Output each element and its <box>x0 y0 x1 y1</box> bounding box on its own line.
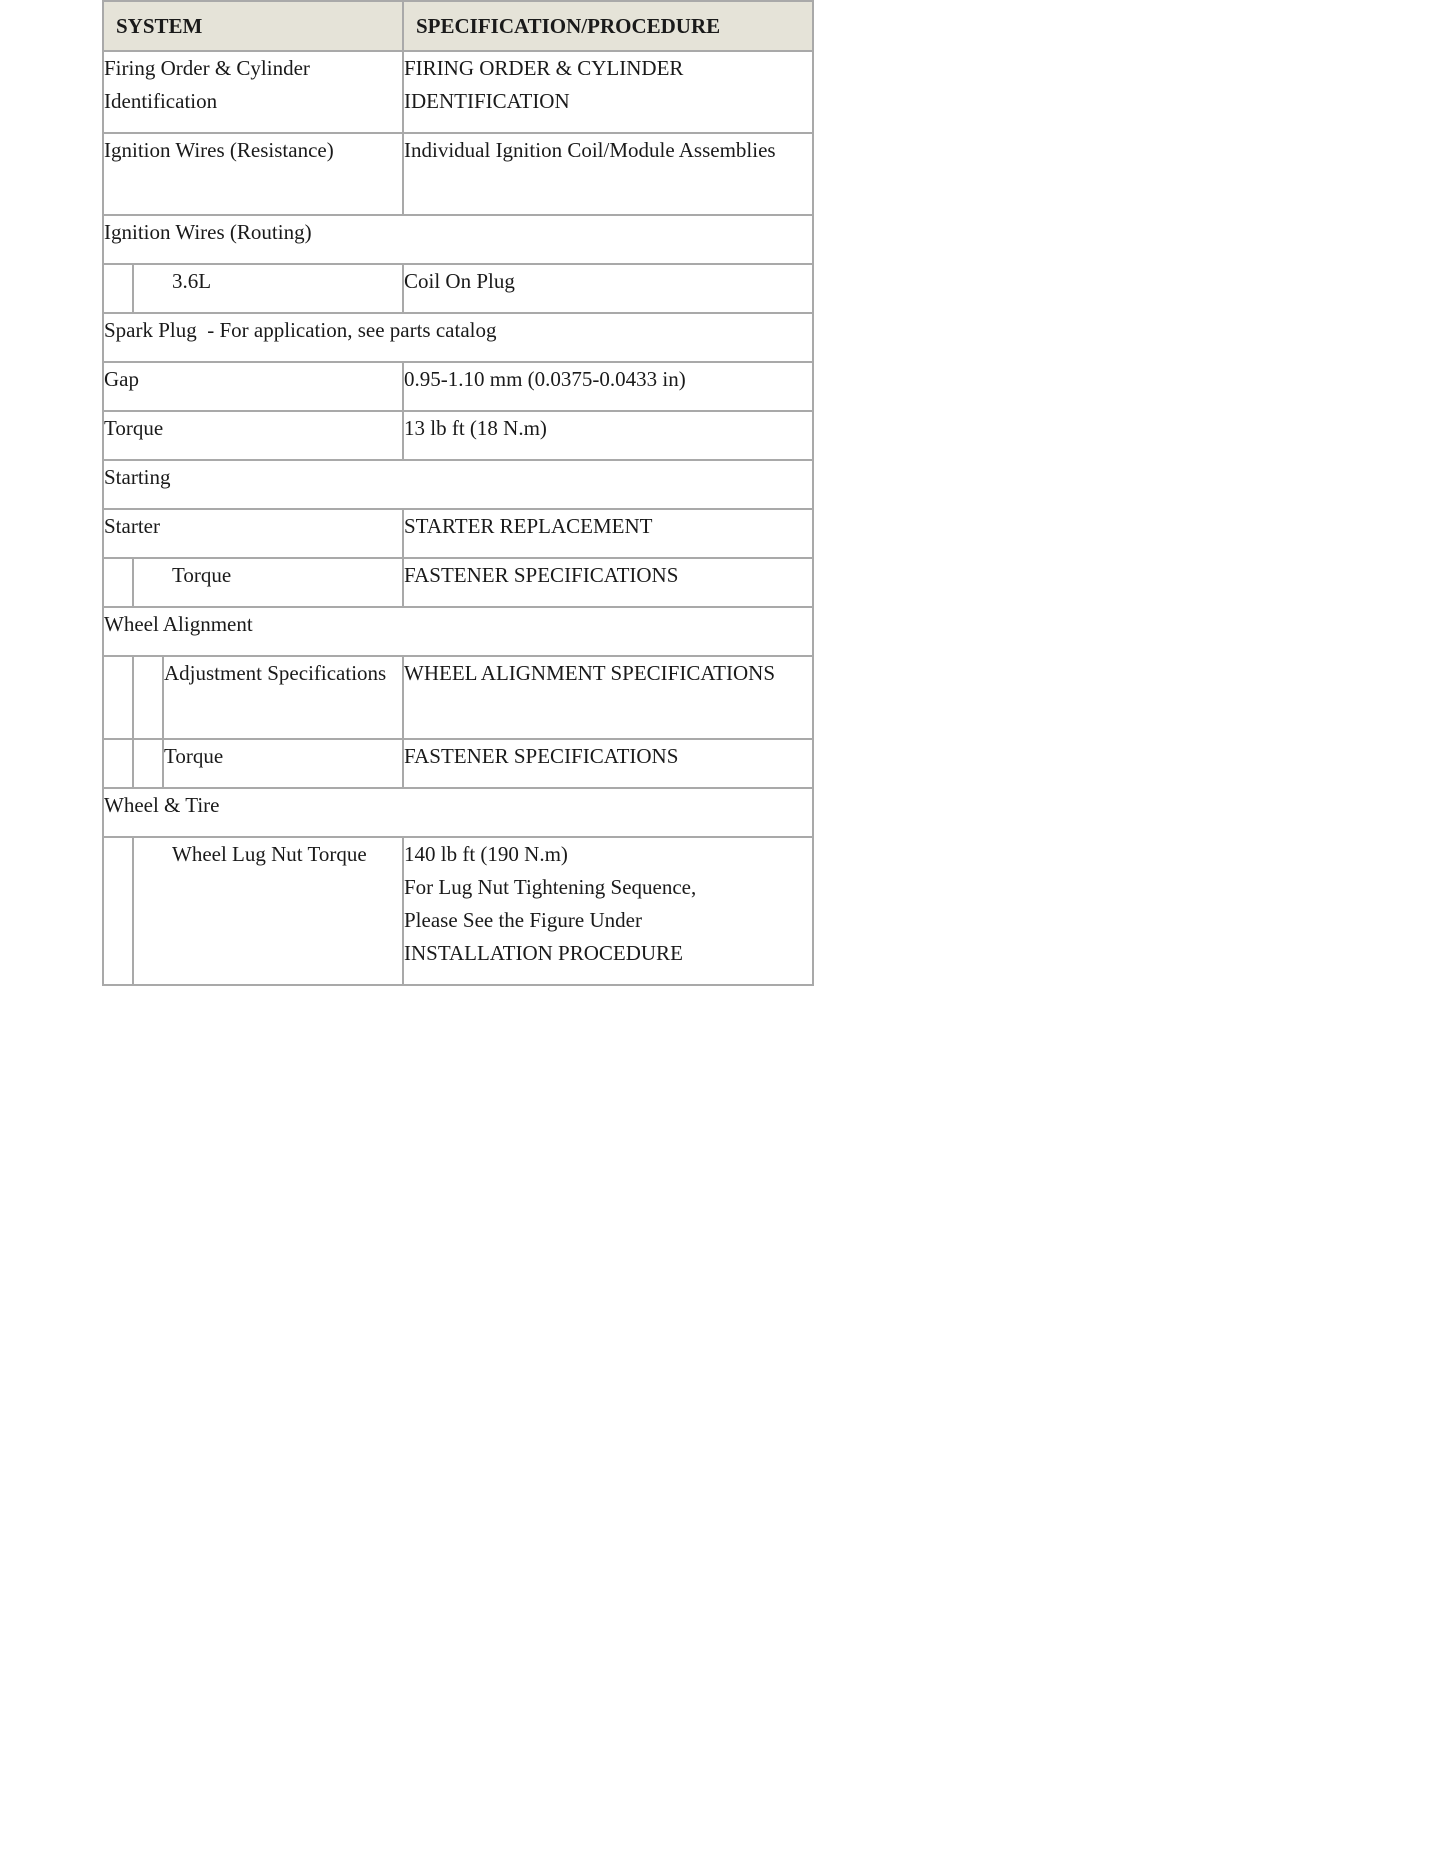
spec-cell <box>403 362 813 411</box>
system-label: Torque <box>104 416 164 440</box>
spec-cell <box>403 411 813 460</box>
section-label: Starting <box>104 465 171 489</box>
spec-value: 140 lb ft (190 N.m) <box>404 842 568 866</box>
spec-link[interactable]: INSTALLATION PROCEDURE <box>404 941 683 965</box>
spec-link[interactable]: FIRING ORDER & CYLINDER IDENTIFICATION <box>404 56 684 113</box>
table-row <box>103 837 813 985</box>
specification-table <box>102 0 814 986</box>
system-label: Firing Order & Cylinder Identification <box>104 56 310 113</box>
spec-cell <box>403 509 813 558</box>
table-row <box>103 362 813 411</box>
indent-cell <box>103 837 133 985</box>
spec-value: 13 lb ft (18 N.m) <box>404 416 547 440</box>
spec-value: Coil On Plug <box>404 269 515 293</box>
table-row <box>103 656 813 739</box>
table-row <box>103 607 813 656</box>
table-row <box>103 460 813 509</box>
section-label: Wheel & Tire <box>104 793 220 817</box>
spec-note: Please See the Figure Under <box>404 908 642 932</box>
system-cell <box>103 133 403 215</box>
spec-link[interactable]: FASTENER SPECIFICATIONS <box>404 744 679 768</box>
spec-cell <box>403 133 813 215</box>
system-cell <box>133 837 403 985</box>
indent-cell <box>103 558 133 607</box>
system-cell <box>103 51 403 133</box>
spec-cell <box>403 837 813 985</box>
table-row <box>103 411 813 460</box>
indent-cell <box>133 656 163 739</box>
system-label: Adjustment Specifications <box>164 661 387 685</box>
system-cell <box>103 362 403 411</box>
system-label: Starter <box>104 514 160 538</box>
indent-cell <box>103 656 133 739</box>
section-cell <box>103 460 813 509</box>
system-cell <box>133 264 403 313</box>
spec-value: 0.95-1.10 mm (0.0375-0.0433 in) <box>404 367 686 391</box>
header-system: SYSTEM <box>103 1 403 51</box>
spec-cell <box>403 558 813 607</box>
system-label: Gap <box>104 367 139 391</box>
spec-link[interactable]: FASTENER SPECIFICATIONS <box>404 563 679 587</box>
table-row <box>103 133 813 215</box>
spec-link[interactable]: WHEEL ALIGNMENT SPECIFICATIONS <box>404 661 775 685</box>
system-cell <box>103 215 813 264</box>
spec-note: For Lug Nut Tightening Sequence, <box>404 875 697 899</box>
indent-cell <box>133 739 163 788</box>
system-cell <box>103 411 403 460</box>
table-row <box>103 788 813 837</box>
table-row <box>103 264 813 313</box>
spec-cell <box>403 739 813 788</box>
table-row <box>103 509 813 558</box>
section-cell <box>103 788 813 837</box>
table-row <box>103 739 813 788</box>
section-cell <box>103 607 813 656</box>
spec-link[interactable]: STARTER REPLACEMENT <box>404 514 653 538</box>
spec-cell <box>403 656 813 739</box>
system-cell <box>163 739 403 788</box>
indent-cell <box>103 739 133 788</box>
table-row <box>103 558 813 607</box>
system-label: Torque <box>172 563 232 587</box>
table-row <box>103 313 813 362</box>
section-cell <box>103 313 813 362</box>
spec-link[interactable]: Individual Ignition Coil/Module Assemblies <box>404 138 776 162</box>
section-label: Spark Plug - For application, see parts catalog <box>104 318 497 342</box>
system-label: Ignition Wires (Resistance) <box>104 138 334 162</box>
spec-cell <box>403 264 813 313</box>
table-row <box>103 51 813 133</box>
system-label: Wheel Lug Nut Torque <box>172 842 367 866</box>
system-cell <box>163 656 403 739</box>
system-label: Torque <box>164 744 224 768</box>
section-label: Wheel Alignment <box>104 612 253 636</box>
system-cell <box>103 509 403 558</box>
indent-cell <box>103 264 133 313</box>
system-label: 3.6L <box>172 269 212 293</box>
header-specification: SPECIFICATION/PROCEDURE <box>403 1 813 51</box>
system-label: Ignition Wires (Routing) <box>104 220 312 244</box>
system-cell <box>133 558 403 607</box>
spec-cell <box>403 51 813 133</box>
table-header-row <box>103 1 813 51</box>
table-row <box>103 215 813 264</box>
